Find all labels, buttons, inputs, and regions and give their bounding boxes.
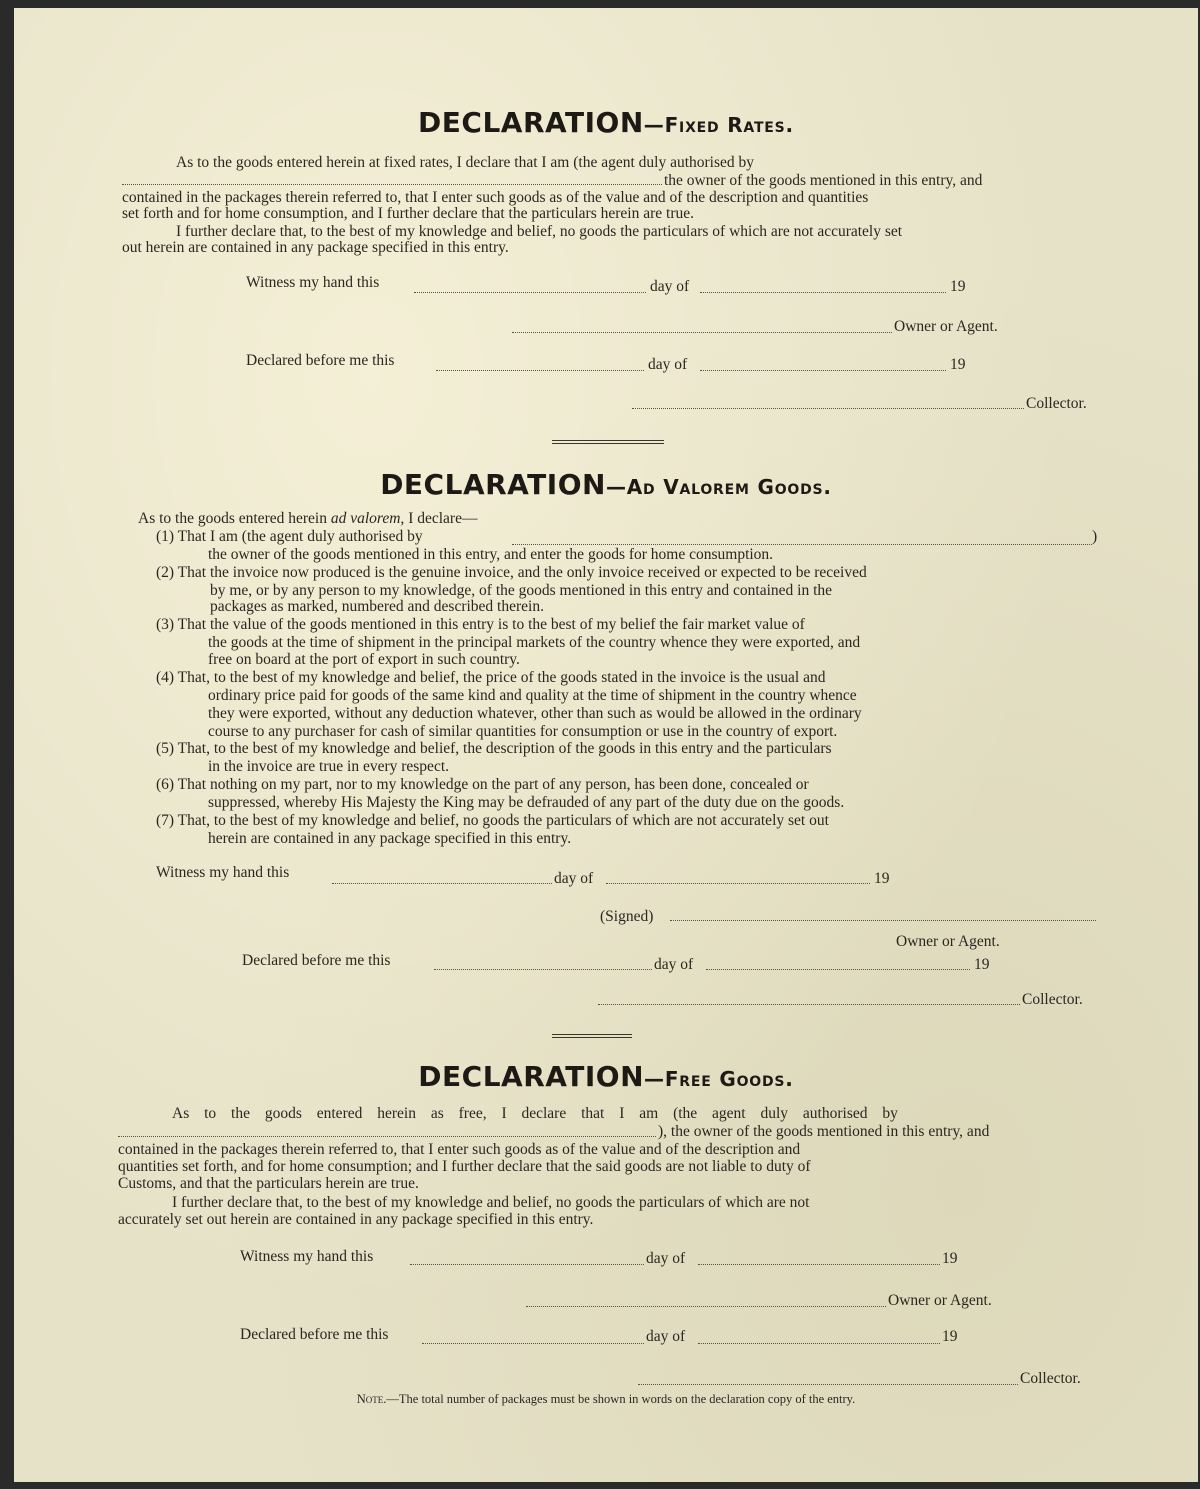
adval-item4-line1: (4) That, to the best of my knowledge and belief, the price of the goods stated in the invoice is the usual and xyxy=(156,669,826,686)
fixed-para2-line1: I further declare that, to the best of my knowledge and belief, no goods the particulars of which are not accurately set xyxy=(176,223,903,240)
free-para1-line1: As to the goods entered herein as free, I declare that I am (the agent duly authorised by xyxy=(172,1105,898,1122)
free-declared-month-field[interactable] xyxy=(698,1343,940,1344)
adval-declared-year-label: 19 xyxy=(974,956,990,973)
title-main: DECLARATION xyxy=(380,468,606,501)
free-para1-line5: Customs, and that the particulars herein are true. xyxy=(118,1175,419,1192)
fixed-day-of-label: day of xyxy=(650,278,690,295)
section-divider xyxy=(552,1034,632,1038)
free-declared-field[interactable] xyxy=(422,1343,644,1344)
free-declared-label: Declared before me this xyxy=(240,1326,389,1343)
fixed-declared-field[interactable] xyxy=(436,370,644,371)
adval-item5-line1: (5) That, to the best of my knowledge and belief, the description of the goods in this entry and the particulars xyxy=(156,740,832,757)
fixed-month-field[interactable] xyxy=(700,292,946,293)
fixed-declared-month-field[interactable] xyxy=(700,370,946,371)
free-para1-line3: contained in the packages therein referred to, that I enter such goods as of the value and of the description and xyxy=(118,1141,801,1158)
adval-year-label: 19 xyxy=(874,870,890,887)
authorised-by-blank xyxy=(122,184,662,185)
adval-item1-line2: the owner of the goods mentioned in this entry, and enter the goods for home consumption. xyxy=(208,546,774,563)
fixed-declared-label: Declared before me this xyxy=(246,352,395,369)
fixed-witness-field[interactable] xyxy=(414,292,646,293)
adval-signed-field[interactable] xyxy=(670,920,1096,921)
free-owner-label: Owner or Agent. xyxy=(888,1292,992,1309)
adval-collector-label: Collector. xyxy=(1022,991,1083,1008)
fixed-owner-label: Owner or Agent. xyxy=(894,318,998,335)
fixed-collector-signature-field[interactable] xyxy=(632,408,1024,409)
adval-item3-line3: free on board at the port of export in such country. xyxy=(208,651,520,668)
fixed-para2-line2: out herein are contained in any package specified in this entry. xyxy=(122,239,509,256)
adval-item2-line2: by me, or by any person to my knowledge, of the goods mentioned in this entry and contained in the xyxy=(210,582,833,599)
adval-item5-line2: in the invoice are true in every respect. xyxy=(208,758,449,775)
adval-item4-line4: course to any purchaser for cash of similar quantities for consumption or use in the country of export. xyxy=(208,723,838,740)
declaration-form-page xyxy=(14,8,1198,1482)
adval-witness-label: Witness my hand this xyxy=(156,864,290,881)
footnote xyxy=(14,1392,1198,1407)
free-para2-line1: I further declare that, to the best of my knowledge and belief, no goods the particulars of which are not xyxy=(172,1194,810,1211)
free-month-field[interactable] xyxy=(698,1264,940,1265)
fixed-para1-line1: As to the goods entered herein at fixed rates, I declare that I am (the agent duly authorised by xyxy=(176,154,755,171)
free-witness-field[interactable] xyxy=(410,1264,644,1265)
adval-owner-label: Owner or Agent. xyxy=(896,933,1000,950)
free-declared-year-label: 19 xyxy=(942,1328,958,1345)
adval-item3-line2: the goods at the time of shipment in the principal markets of the country whence they were exported, and xyxy=(208,634,861,651)
free-para2-line2: accurately set out herein are contained in any package specified in this entry. xyxy=(118,1211,594,1228)
adval-collector-signature-field[interactable] xyxy=(598,1004,1020,1005)
title-sub: —Free Goods. xyxy=(644,1067,794,1091)
fixed-rates-title xyxy=(14,106,1198,139)
footnote-text: —The total number of packages must be shown in words on the declaration copy of the entry. xyxy=(386,1392,856,1406)
adval-item7-line1: (7) That, to the best of my knowledge and belief, no goods the particulars of which are not accurately set out xyxy=(156,812,829,829)
adval-declared-month-field[interactable] xyxy=(706,969,970,970)
adval-item3-line1: (3) That the value of the goods mentioned in this entry is to the best of my belief the fair market value of xyxy=(156,616,805,633)
adval-declared-label: Declared before me this xyxy=(242,952,391,969)
adval-item7-line2: herein are contained in any package specified in this entry. xyxy=(208,830,572,847)
free-declared-day-of-label: day of xyxy=(646,1328,686,1345)
adval-declared-field[interactable] xyxy=(434,969,652,970)
adval-signed-label: (Signed) xyxy=(600,908,654,925)
free-goods-title xyxy=(14,1060,1198,1093)
free-year-label: 19 xyxy=(942,1250,958,1267)
title-main: DECLARATION xyxy=(418,1060,645,1093)
adval-item4-line3: they were exported, without any deduction whatever, other than such as would be allowed in the ordinary xyxy=(208,705,862,722)
free-witness-label: Witness my hand this xyxy=(240,1248,374,1265)
adval-month-field[interactable] xyxy=(606,883,870,884)
fixed-collector-label: Collector. xyxy=(1026,395,1087,412)
adval-witness-field[interactable] xyxy=(332,883,552,884)
fixed-declared-day-of-label: day of xyxy=(648,356,688,373)
section-divider xyxy=(552,440,664,444)
free-owner-signature-field[interactable] xyxy=(526,1306,886,1307)
adval-intro-c: I declare— xyxy=(408,510,478,527)
fixed-para1-line3: contained in the packages therein referred to, that I enter such goods as of the value and of the description and quantities xyxy=(122,189,869,206)
adval-day-of-label: day of xyxy=(554,870,594,887)
adval-intro-italic: ad valorem, xyxy=(330,510,405,527)
adval-intro xyxy=(138,510,477,527)
adval-item2-line3: packages as marked, numbered and described therein. xyxy=(210,598,544,615)
ad-valorem-title xyxy=(14,468,1198,501)
adval-declared-day-of-label: day of xyxy=(654,956,694,973)
adval-item6-line2: suppressed, whereby His Majesty the King may be defrauded of any part of the duty due on the goods. xyxy=(208,794,845,811)
fixed-para1-line4: set forth and for home consumption, and I further declare that the particulars herein are true. xyxy=(122,205,694,222)
adval-item1-line1: (1) That I am (the agent duly authorised by xyxy=(156,528,423,545)
title-sub: —Ad Valorem Goods. xyxy=(605,475,832,499)
footnote-label: Note. xyxy=(356,1392,387,1406)
adval-intro-a: As to the goods entered herein xyxy=(138,510,327,527)
free-authorised-by-blank[interactable] xyxy=(118,1136,656,1137)
title-main: DECLARATION xyxy=(418,106,644,139)
adval-item2-line1: (2) That the invoice now produced is the genuine invoice, and the only invoice received or expected to be received xyxy=(156,564,867,581)
fixed-witness-label: Witness my hand this xyxy=(246,274,380,291)
free-para1-line2: ), the owner of the goods mentioned in this entry, and xyxy=(658,1123,990,1140)
adval-item6-line1: (6) That nothing on my part, nor to my knowledge on the part of any person, has been done, concealed or xyxy=(156,776,809,793)
free-collector-signature-field[interactable] xyxy=(638,1384,1018,1385)
fixed-declared-year-label: 19 xyxy=(950,356,966,373)
adval-item4-line2: ordinary price paid for goods of the same kind and quality at the time of shipment in the country whence xyxy=(208,687,857,704)
adval-item1-close: ) xyxy=(1092,528,1098,545)
title-sub: —Fixed Rates. xyxy=(643,113,794,137)
free-day-of-label: day of xyxy=(646,1250,686,1267)
free-collector-label: Collector. xyxy=(1020,1370,1081,1387)
fixed-owner-signature-field[interactable] xyxy=(512,332,892,333)
fixed-year-label: 19 xyxy=(950,278,966,295)
fixed-para1-line2: the owner of the goods mentioned in this entry, and xyxy=(664,172,983,189)
free-para1-line4: quantities set forth, and for home consumption; and I further declare that the said goods are not liable to duty of xyxy=(118,1158,811,1175)
adval-authorised-by-blank[interactable] xyxy=(512,544,1092,545)
